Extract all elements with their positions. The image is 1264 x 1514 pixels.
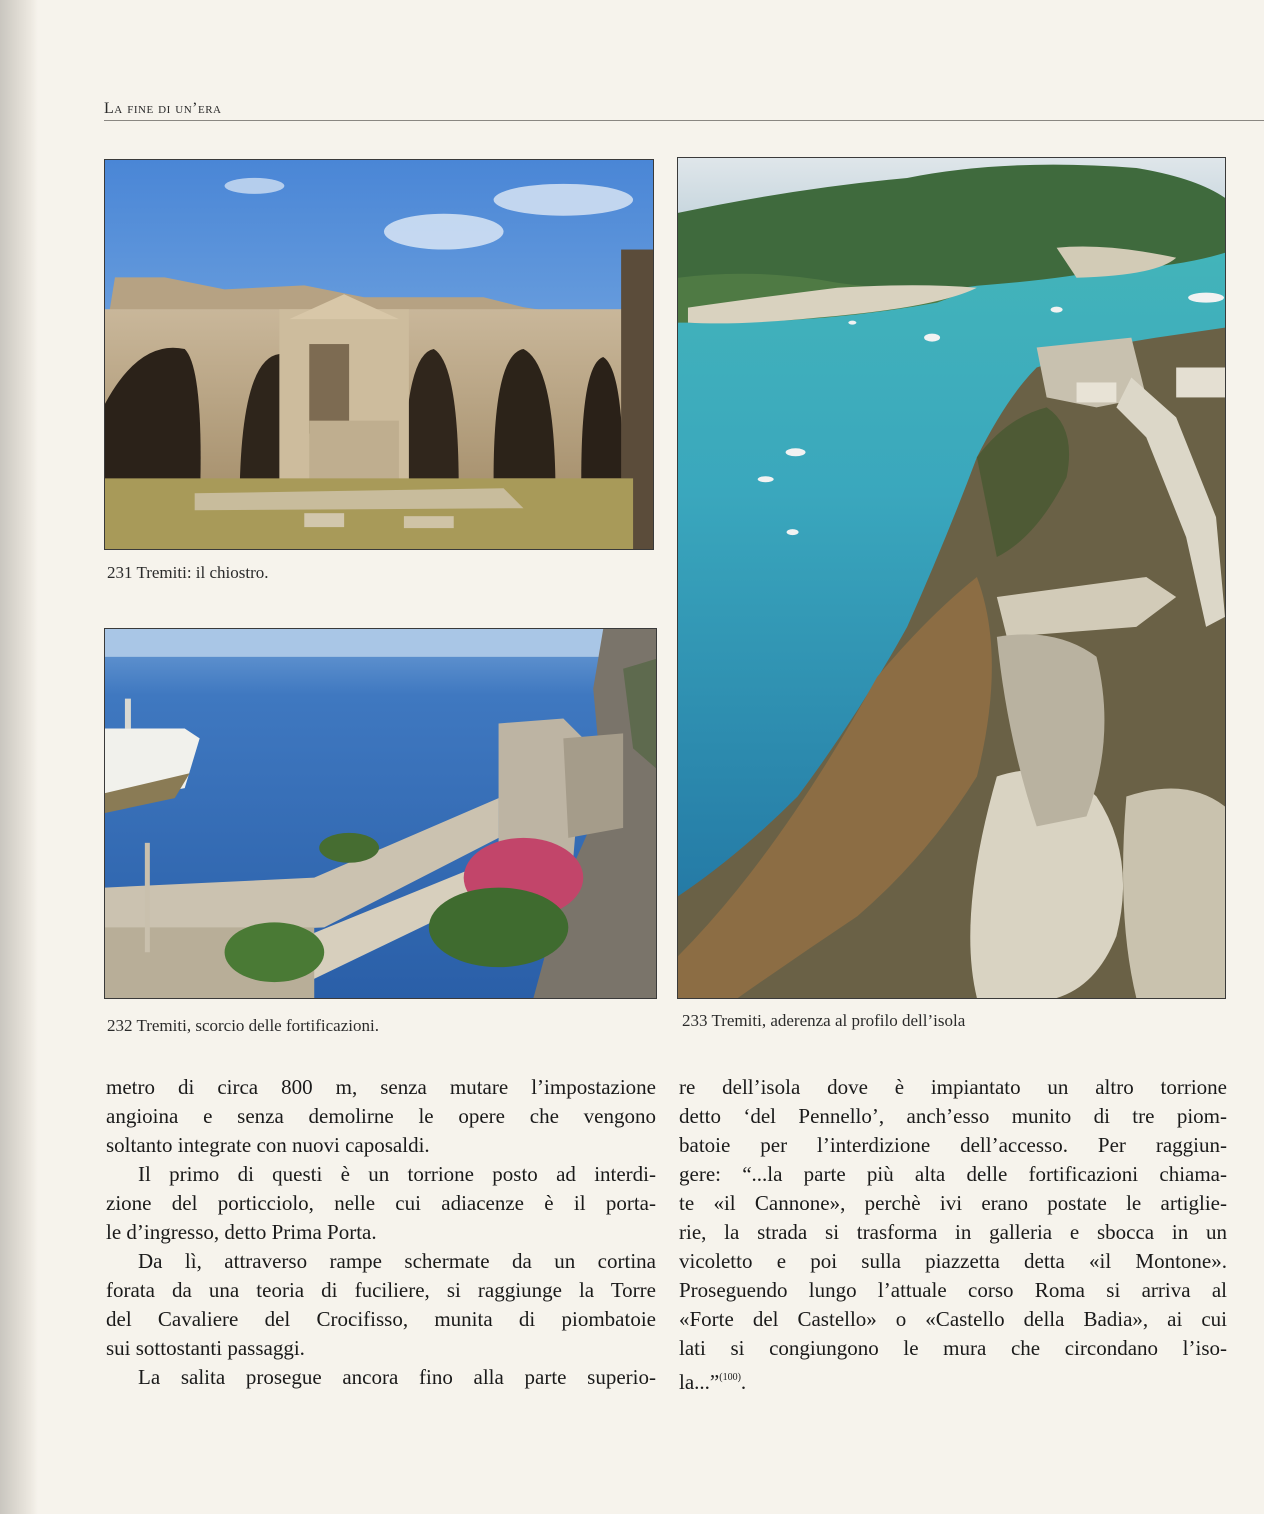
footnote-reference: (100) bbox=[719, 1372, 741, 1383]
photo-fortifications bbox=[104, 628, 657, 999]
text-line: detto ‘del Pennello’, anch’esso munito di tre piom- bbox=[679, 1104, 1227, 1128]
text-line: angioina e senza demolirne le opere che vengono bbox=[106, 1104, 656, 1128]
text-line: vicoletto e poi sulla piazzetta detta «il Montone». bbox=[679, 1249, 1227, 1273]
text-line: Da lì, attraverso rampe schermate da un cortina bbox=[138, 1249, 656, 1273]
text-line: del Cavaliere del Crocifisso, munita di piombatoie bbox=[106, 1307, 656, 1331]
text-line: «Forte del Castello» o «Castello della Badia», ai cui bbox=[679, 1307, 1227, 1331]
final-punctuation: . bbox=[740, 1370, 747, 1394]
text-line: Il primo di questi è un torrione posto ad interdi- bbox=[138, 1162, 656, 1186]
text-line: forata da una teoria di fuciliere, si raggiunge la Torre bbox=[106, 1278, 656, 1302]
text-line-final bbox=[679, 1363, 1227, 1397]
text-line: metro di circa 800 m, senza mutare l’impostazione bbox=[106, 1075, 656, 1099]
text-line: te «il Cannone», perchè ivi erano postate le artiglie- bbox=[679, 1191, 1227, 1215]
text-line: batoie per l’interdizione dell’accesso. Per raggiun- bbox=[679, 1133, 1227, 1157]
text-line: rie, la strada si trasforma in galleria e sbocca in un bbox=[679, 1220, 1227, 1244]
body-text-left-column bbox=[106, 1073, 656, 1392]
body-text-right-column bbox=[679, 1073, 1227, 1397]
text-line: Proseguendo lungo l’attuale corso Roma si arriva al bbox=[679, 1278, 1227, 1302]
text-line: soltanto integrate con nuovi caposaldi. bbox=[106, 1133, 430, 1157]
caption-233: 233 Tremiti, aderenza al profilo dell’isola bbox=[682, 1011, 966, 1030]
text-line: le d’ingresso, detto Prima Porta. bbox=[106, 1220, 377, 1244]
text-line: re dell’isola dove è impiantato un altro torrione bbox=[679, 1075, 1227, 1099]
text-line: zione del porticciolo, nelle cui adiacenze è il porta- bbox=[106, 1191, 656, 1215]
text-line: sui sottostanti passaggi. bbox=[106, 1336, 305, 1360]
text-line: La salita prosegue ancora fino alla parte superio- bbox=[138, 1365, 656, 1389]
caption-231: 231 Tremiti: il chiostro. bbox=[107, 563, 269, 582]
text-line: lati si congiungono le mura che circondano l’iso- bbox=[679, 1336, 1227, 1360]
final-text: la...” bbox=[679, 1370, 720, 1394]
running-head: La fine di un’era bbox=[104, 100, 222, 117]
photo-cloister bbox=[104, 159, 654, 550]
header-rule bbox=[104, 120, 1264, 121]
page-gutter-shadow bbox=[0, 0, 38, 1514]
photo-island-profile bbox=[677, 157, 1226, 999]
caption-232: 232 Tremiti, scorcio delle fortificazioni. bbox=[107, 1016, 379, 1035]
text-line: gere: “...la parte più alta delle fortificazioni chiama- bbox=[679, 1162, 1227, 1186]
